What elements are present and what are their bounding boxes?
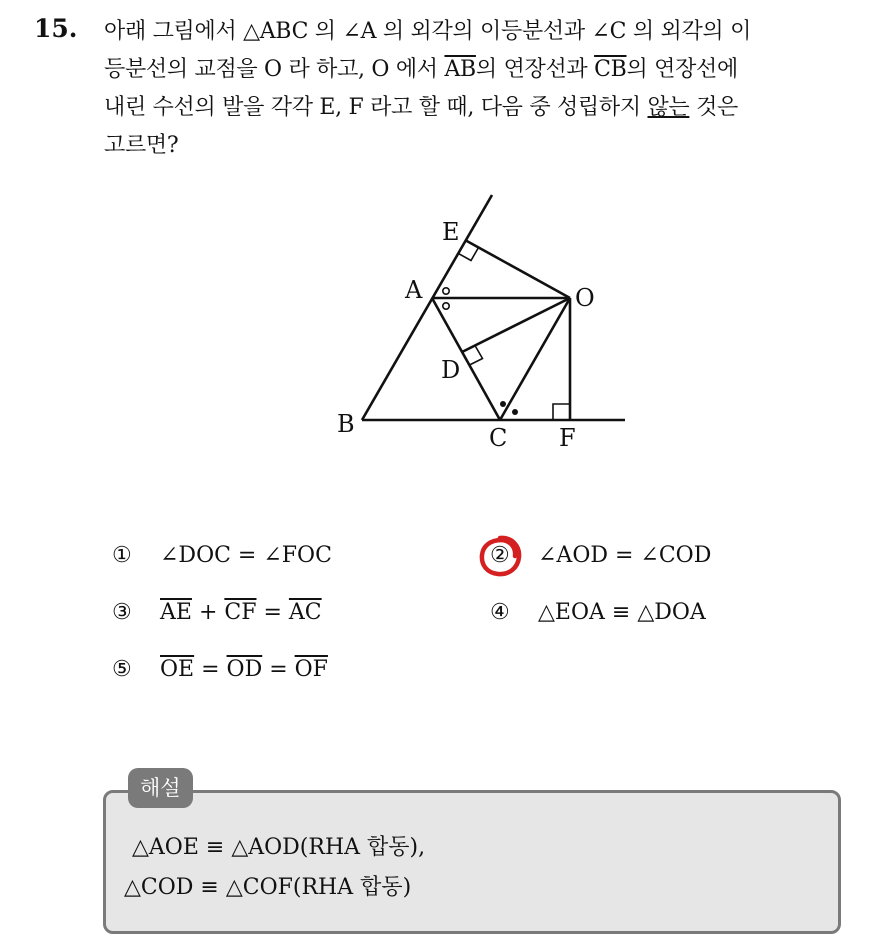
option-3-seg-3: $\overline{AC}$ bbox=[288, 600, 322, 625]
option-4[interactable] bbox=[490, 600, 706, 625]
solution-line-2: △COD ≡ △COF(RHA 합동) bbox=[124, 875, 412, 900]
angle-dot-c-left bbox=[500, 401, 506, 407]
option-3-number: ③ bbox=[112, 600, 132, 625]
geometry-figure bbox=[320, 180, 640, 460]
segment-eo bbox=[465, 240, 570, 298]
question-line-2-part-b: 의 연장선과 bbox=[475, 57, 595, 82]
underlined-word: 않는 bbox=[647, 95, 690, 120]
option-5-seg-2: $\overline{OD}$ bbox=[226, 657, 263, 682]
option-1-text: ∠DOC = ∠FOC bbox=[160, 543, 332, 568]
option-5-op-2: = bbox=[262, 657, 295, 682]
label-b: B bbox=[337, 410, 355, 438]
question-line-3-part-b: 것은 bbox=[689, 95, 738, 120]
question-line-2-part-c: 의 연장선에 bbox=[626, 57, 738, 82]
question-line-2-part-a: 등분선의 교점을 O 라 하고, O 에서 bbox=[104, 57, 445, 82]
option-5-seg-1: $\overline{OE}$ bbox=[160, 657, 195, 682]
option-2[interactable] bbox=[490, 543, 711, 568]
option-5-op-1: = bbox=[194, 657, 227, 682]
option-3-seg-1: $\overline{AE}$ bbox=[160, 600, 192, 625]
angle-mark-a-upper bbox=[443, 288, 449, 294]
line-b-to-e-extension bbox=[362, 195, 492, 420]
option-3-op-1: + bbox=[191, 600, 225, 625]
question-line-1: 아래 그림에서 △ABC 의 ∠A 의 외각의 이등분선과 ∠C 의 외각의 이 bbox=[104, 19, 752, 44]
answer-circle-mark bbox=[478, 534, 522, 578]
question-line-3 bbox=[104, 90, 738, 121]
label-d: D bbox=[441, 356, 461, 384]
label-f: F bbox=[559, 424, 576, 452]
question-line-2 bbox=[104, 52, 738, 83]
solution-line-1: △AOE ≡ △AOD(RHA 합동), bbox=[132, 835, 426, 860]
option-2-number: ② bbox=[490, 543, 510, 568]
option-2-text: ∠AOD = ∠COD bbox=[538, 543, 712, 568]
question-number: 15. bbox=[34, 14, 78, 43]
option-3-seg-2: $\overline{CF}$ bbox=[224, 600, 257, 625]
question-line-4: 고르면? bbox=[104, 133, 179, 158]
option-5[interactable] bbox=[112, 657, 328, 682]
option-3-op-2: = bbox=[256, 600, 289, 625]
option-4-number: ④ bbox=[490, 600, 510, 625]
option-5-number: ⑤ bbox=[112, 657, 132, 682]
label-o: O bbox=[575, 284, 595, 312]
label-a: A bbox=[405, 276, 423, 304]
angle-dot-c-right bbox=[512, 409, 518, 415]
option-1-number: ① bbox=[112, 543, 132, 568]
solution-tag: 해설 bbox=[128, 768, 193, 808]
option-1[interactable] bbox=[112, 543, 332, 568]
segment-ab: $\overline{AB}$ bbox=[444, 57, 476, 82]
option-5-seg-3: $\overline{OF}$ bbox=[294, 657, 328, 682]
segment-cb: $\overline{CB}$ bbox=[594, 57, 627, 82]
label-c: C bbox=[489, 424, 508, 452]
option-3[interactable] bbox=[112, 600, 322, 625]
solution-box bbox=[103, 790, 841, 934]
angle-mark-a-lower bbox=[443, 303, 449, 309]
question-line-3-part-a: 내린 수선의 발을 각각 E, F 라고 할 때, 다음 중 성립하지 bbox=[104, 95, 648, 120]
option-4-text: △EOA ≡ △DOA bbox=[538, 600, 706, 625]
label-e: E bbox=[442, 218, 460, 246]
right-angle-mark-f bbox=[553, 404, 570, 420]
